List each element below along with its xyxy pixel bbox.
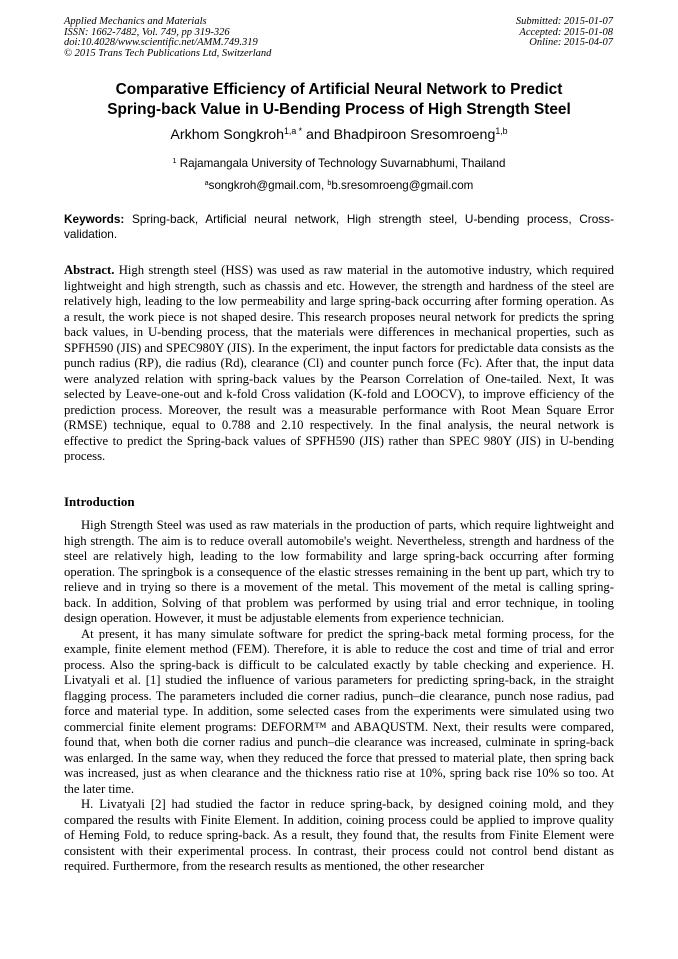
email-a-marker: a bbox=[204, 178, 209, 188]
intro-paragraph-3: H. Livatyali [2] had studied the factor in reduce spring-back, by designed coining mold, and they compared the results with Finite Element. In addition, coining process could be applied to improve quality of Heming Fold, to reduce spring-back. As a result, they found that, the results from Finite Element were consistent with their experimental process. In contrast, their process could not control bend distant as required. Furthermore, from the research results as mentioned, the other researcher bbox=[64, 797, 614, 873]
author-emails bbox=[40, 178, 638, 193]
affiliation-text: Rajamangala University of Technology Suvarnabhumi, Thailand bbox=[176, 157, 506, 170]
journal-info bbox=[64, 17, 271, 59]
online-date: Online: 2015-04-07 bbox=[529, 37, 613, 49]
author-1: Arkhom Songkroh bbox=[170, 127, 284, 143]
author-2: Bhadpiroon Sresomroeng bbox=[333, 127, 496, 143]
journal-issn: ISSN: 1662-7482, Vol. 749, pp 319-326 bbox=[64, 26, 230, 38]
title-line-1: Comparative Efficiency of Artificial Neural Network to Predict bbox=[115, 81, 563, 98]
publication-dates bbox=[516, 17, 613, 49]
affiliation-marker: 1 bbox=[172, 156, 177, 166]
submitted-date: Submitted: 2015-01-07 bbox=[515, 16, 613, 27]
introduction-body bbox=[64, 518, 614, 875]
journal-doi: doi:10.4028/www.scientific.net/AMM.749.319 bbox=[64, 37, 258, 49]
author-1-affil: 1,a * bbox=[283, 126, 303, 137]
affiliation bbox=[40, 156, 638, 171]
title-line-2: Spring-back Value in U-Bending Process of High Strength Steel bbox=[107, 100, 571, 118]
keywords bbox=[64, 212, 614, 242]
email-b: b.sresomroeng@gmail.com bbox=[331, 179, 474, 192]
journal-copyright: © 2015 Trans Tech Publications Ltd, Switzerland bbox=[64, 47, 272, 59]
abstract bbox=[64, 263, 614, 465]
email-b-marker: b bbox=[327, 178, 332, 188]
journal-name: Applied Mechanics and Materials bbox=[64, 16, 207, 27]
accepted-date: Accepted: 2015-01-08 bbox=[519, 26, 613, 38]
section-heading-introduction: Introduction bbox=[64, 494, 135, 509]
paper-title bbox=[40, 80, 638, 119]
intro-paragraph-2: At present, it has many simulate software for predict the spring-back metal forming process, for the example, finite element method (FEM). Therefore, it is able to reduce the cost and time of trial and error process. Also the spring-back is difficult to be calculated exactly by table checking and experience. H. Livatyali et al. [1] studied the influence of various parameters for predicting spring-back, in the straight flagging process. The parameters included die corner radius, punch–die clearance, punch nose radius, pad force and material type. In addition, some selected cases from the experiments were simulated using two commercial finite element programs: DEFORM™ and ABAQUSTM. Next, their results were compared, found that, when both die corner radius and punch–die clearance was increased, culminate in spring-back was enlarged. In the same way, when they reduced the force that pressed to material plate, then spring back was increased, just as when clearance and the thickness ratio rise at 10%, spring back rise 10% so too. At the later time. bbox=[64, 626, 614, 796]
author-conjunction: and bbox=[302, 127, 334, 143]
email-a: songkroh@gmail.com, bbox=[208, 179, 328, 192]
keywords-text: Spring-back, Artificial neural network, High strength steel, U-bending process, Cross-validation. bbox=[64, 212, 614, 241]
intro-paragraph-1: High Strength Steel was used as raw materials in the production of parts, which require lightweight and high strength. The aim is to reduce overall automobile's weight. Nevertheless, strength and hardness of the steel are relatively high, leading to the low formability and large spring-back occurring after forming operation. The springbok is a consequence of the elastic stresses remaining in the bent up part, which try to relieve and in trying so there is a movement of the metal. This movement of the metal is calling spring-back. In addition, Solving of that problem was performed by using trial and error technique, in tooling design operation. However, it must be adjustable elements from experience technician. bbox=[64, 518, 614, 625]
keywords-label: Keywords: bbox=[64, 212, 125, 226]
author-list bbox=[40, 126, 638, 144]
author-2-affil: 1,b bbox=[495, 126, 508, 137]
abstract-label: Abstract. bbox=[64, 263, 115, 277]
abstract-text: High strength steel (HSS) was used as raw material in the automotive industry, which required lightweight and high strength, such as chassis and etc. However, the strength and hardness of the steel are relatively high, leading to the low permeability and large spring-back occurring after forming operation. As a result, the work piece is not shaped desire. This research proposes neural network for predicts the spring back values, in U-bending process, that the materials were differences in mechanical properties, such as SPFH590 (JIS) and SPEC980Y (JIS). In the experiment, the input factors for predictable data consists as the punch radius (RP), die radius (Rd), clearance (Cl) and counter punch force (Fc). After that, the input data were analyzed relation with spring-back values by the Pearson Correlation of One-tailed. Next, It was selected by Leave-one-out and k-fold Cross validation (K-fold and LOOCV), to improve efficiency of the prediction process. Moreover, the result was a measurable performance with Root Mean Square Error (RMSE) technique, equal to 0.788 and 2.10 respectively. In the final analysis, the neural network is effective to predict the Spring-back values of SPFH590 (JIS) rather than SPEC 980Y (JIS) in U-bending process. bbox=[64, 263, 614, 463]
